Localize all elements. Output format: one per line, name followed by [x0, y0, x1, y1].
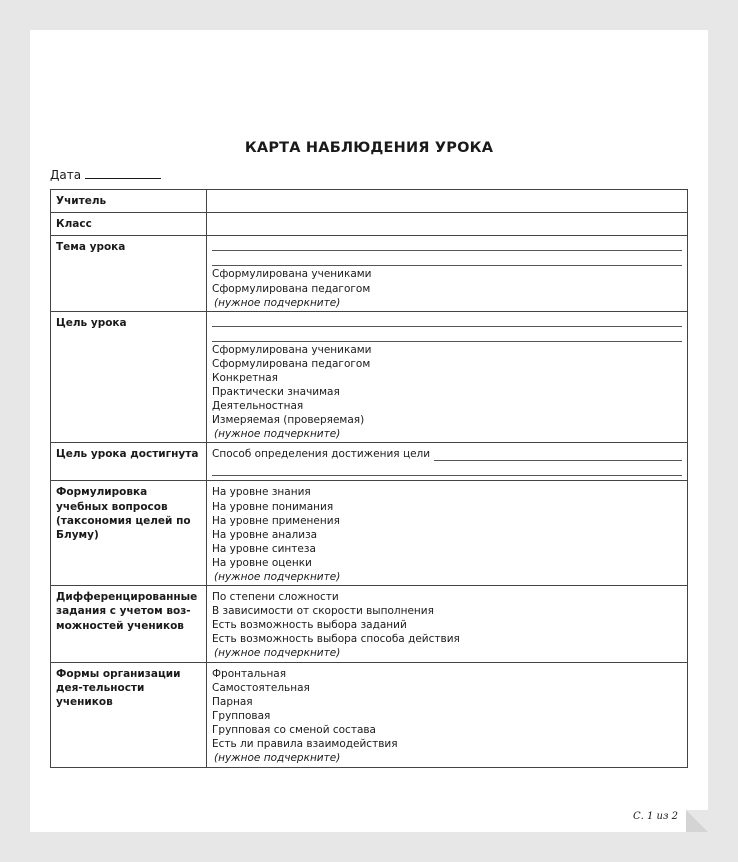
option-item: Групповая — [212, 709, 271, 722]
forms-value-cell — [207, 662, 688, 768]
option-item: Сформулирована педагогом — [212, 282, 371, 295]
goal-achieved-value-cell — [207, 443, 688, 481]
date-field — [50, 166, 161, 182]
row-label-goal-achieved: Цель урока достигнута — [51, 443, 207, 481]
underline-note: (нужное подчеркните) — [214, 647, 341, 660]
table-row-teacher — [51, 190, 688, 213]
option-item: Фронтальная — [212, 667, 287, 680]
option-item: На уровне оценки — [212, 556, 312, 569]
option-item: Есть возможность выбора способа действия — [212, 633, 460, 646]
row-label-forms: Формы организации дея-тельности учеников — [51, 662, 207, 768]
write-line — [212, 327, 682, 342]
option-item: Самостоятельная — [212, 681, 310, 694]
class-value-cell — [207, 213, 688, 236]
underline-note: (нужное подчеркните) — [214, 296, 341, 309]
option-item: Конкретная — [212, 371, 278, 384]
option-item: На уровне синтеза — [212, 542, 316, 555]
option-item: Сформулирована педагогом — [212, 357, 371, 370]
method-label: Способ определения достижения цели — [212, 448, 431, 461]
option-item: В зависимости от скорости выполнения — [212, 605, 434, 618]
option-item: На уровне применения — [212, 514, 340, 527]
write-line — [212, 461, 682, 476]
option-item: Практически значимая — [212, 385, 340, 398]
table-row-class — [51, 213, 688, 236]
differentiated-value-cell — [207, 586, 688, 662]
option-item: Сформулирована учениками — [212, 343, 372, 356]
option-item: На уровне знания — [212, 486, 311, 499]
table-row-goal-achieved — [51, 443, 688, 481]
option-item: Измеряемая (проверяемая) — [212, 414, 365, 427]
row-label-teacher: Учитель — [51, 190, 207, 213]
underline-note: (нужное подчеркните) — [214, 571, 341, 583]
option-item: Парная — [212, 695, 253, 708]
goal-value-cell — [207, 311, 688, 443]
document-page — [30, 30, 708, 832]
option-item: Есть ли правила взаимодействия — [212, 738, 398, 751]
document-title: КАРТА НАБЛЮДЕНИЯ УРОКА — [244, 140, 494, 156]
questions-value-cell — [207, 481, 688, 586]
teacher-value-cell — [207, 190, 688, 213]
write-line — [212, 251, 682, 266]
option-item: По степени сложности — [212, 591, 339, 604]
write-line — [434, 448, 682, 461]
option-item: На уровне анализа — [212, 528, 318, 541]
topic-value-cell — [207, 236, 688, 311]
row-label-differentiated: Дифференцированные задания с учетом воз-можностей учеников — [51, 586, 207, 662]
page-corner-fold-shadow — [686, 810, 708, 832]
option-item: Групповая со сменой состава — [212, 723, 376, 736]
option-item: Есть возможность выбора заданий — [212, 619, 407, 632]
table-row-goal — [51, 311, 688, 443]
date-label: Дата — [50, 168, 82, 182]
write-line — [212, 236, 682, 251]
table-row-topic — [51, 236, 688, 311]
underline-note: (нужное подчеркните) — [214, 428, 341, 441]
row-label-class: Класс — [51, 213, 207, 236]
option-item: Сформулирована учениками — [212, 268, 372, 281]
underline-note: (нужное подчеркните) — [214, 752, 341, 765]
row-label-topic: Тема урока — [51, 236, 207, 311]
date-blank-line — [85, 166, 161, 179]
option-item: Деятельностная — [212, 400, 304, 413]
table-row-differentiated — [51, 586, 688, 662]
page-number: С. 1 из 2 — [633, 811, 678, 822]
write-line — [212, 312, 682, 327]
row-label-goal: Цель урока — [51, 311, 207, 443]
row-label-questions: Формулировка учебных вопросов (таксономия целей по Блуму) — [51, 481, 207, 586]
observation-table — [50, 189, 688, 768]
option-item: На уровне понимания — [212, 500, 334, 513]
table-row-forms — [51, 662, 688, 768]
table-row-questions — [51, 481, 688, 586]
